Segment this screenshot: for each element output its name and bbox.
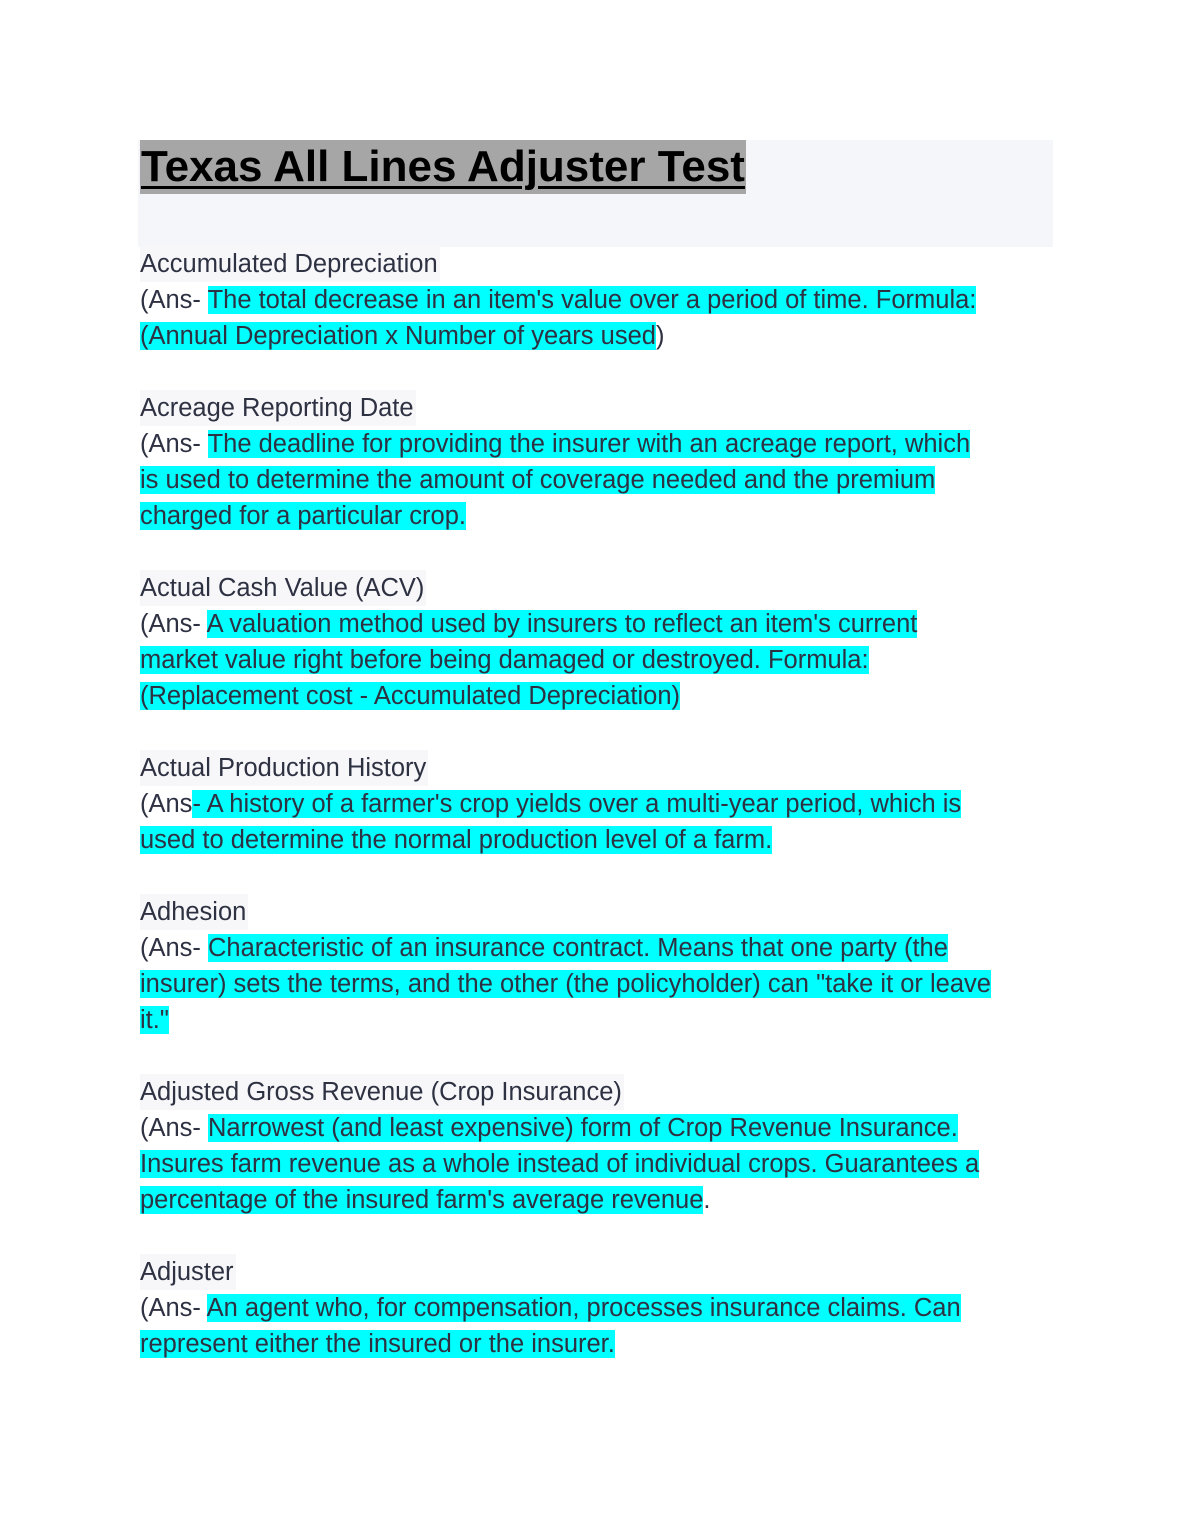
glossary-entry	[140, 894, 1055, 1038]
answer-highlight: percentage of the insured farm's average revenue	[140, 1186, 704, 1214]
answer-highlight: charged for a particular crop.	[140, 502, 466, 530]
answer-highlight: insurer) sets the terms, and the other (the policyholder) can "take it or leave	[140, 970, 991, 998]
answer-line	[140, 822, 1055, 858]
answer-suffix: .	[703, 1186, 711, 1214]
answer-line	[140, 1326, 1055, 1362]
answer-prefix: (Ans	[140, 790, 193, 818]
answer-prefix: (Ans-	[140, 1294, 207, 1322]
answer-highlight: market value right before being damaged or destroyed. Formula:	[140, 646, 869, 674]
entry-term: Accumulated Depreciation	[140, 246, 440, 282]
answer-line	[140, 1290, 1055, 1326]
answer-line	[140, 462, 1055, 498]
answer-prefix: (Ans-	[140, 1114, 209, 1142]
answer-highlight: it."	[140, 1006, 169, 1034]
answer-line	[140, 1182, 1055, 1218]
answer-highlight: - A history of a farmer's crop yields over a multi-year period, which is	[192, 790, 962, 818]
answer-line	[140, 786, 1055, 822]
answer-prefix: (Ans-	[140, 934, 209, 962]
answer-line	[140, 678, 1055, 714]
answer-highlight: is used to determine the amount of coverage needed and the premium	[140, 466, 936, 494]
answer-line	[140, 606, 1055, 642]
answer-prefix: (Ans-	[140, 430, 208, 458]
entry-term: Actual Cash Value (ACV)	[140, 570, 426, 606]
answer-highlight: Narrowest (and least expensive) form of Crop Revenue Insurance.	[208, 1114, 958, 1142]
entry-term: Actual Production History	[140, 750, 428, 786]
answer-line	[140, 1146, 1055, 1182]
answer-highlight: An agent who, for compensation, processes insurance claims. Can	[206, 1294, 961, 1322]
answer-highlight: The deadline for providing the insurer with an acreage report, which	[207, 430, 971, 458]
glossary-entry	[140, 570, 1055, 714]
answer-line	[140, 1002, 1055, 1038]
glossary-entry	[140, 1074, 1055, 1218]
answer-line	[140, 282, 1055, 318]
answer-line	[140, 426, 1055, 462]
answer-highlight: used to determine the normal production level of a farm.	[140, 826, 773, 854]
answer-prefix: (Ans-	[140, 610, 207, 638]
answer-line	[140, 318, 1055, 354]
glossary-entry	[140, 246, 1055, 354]
answer-highlight: (Replacement cost - Accumulated Depreciation)	[140, 682, 680, 710]
entry-term: Adjuster	[140, 1254, 236, 1290]
answer-highlight: Insures farm revenue as a whole instead of individual crops. Guarantees a	[140, 1150, 980, 1178]
answer-line	[140, 1110, 1055, 1146]
answer-highlight: represent either the insured or the insurer.	[140, 1330, 615, 1358]
answer-highlight: (Annual Depreciation x Number of years used	[140, 322, 656, 350]
answer-highlight: A valuation method used by insurers to reflect an item's current	[206, 610, 918, 638]
answer-highlight: The total decrease in an item's value over a period of time. Formula:	[207, 286, 977, 314]
answer-line	[140, 930, 1055, 966]
document-title: Texas All Lines Adjuster Test	[140, 140, 746, 194]
glossary-entry	[140, 1254, 1055, 1362]
glossary-entry	[140, 390, 1055, 534]
answer-prefix: (Ans-	[140, 286, 208, 314]
entry-term: Acreage Reporting Date	[140, 390, 416, 426]
answer-highlight: Characteristic of an insurance contract. Means that one party (the	[208, 934, 948, 962]
answer-suffix: )	[655, 322, 665, 350]
answer-line	[140, 498, 1055, 534]
glossary-entry	[140, 750, 1055, 858]
entry-term: Adhesion	[140, 894, 248, 930]
entry-term: Adjusted Gross Revenue (Crop Insurance)	[140, 1074, 624, 1110]
answer-line	[140, 966, 1055, 1002]
answer-line	[140, 642, 1055, 678]
